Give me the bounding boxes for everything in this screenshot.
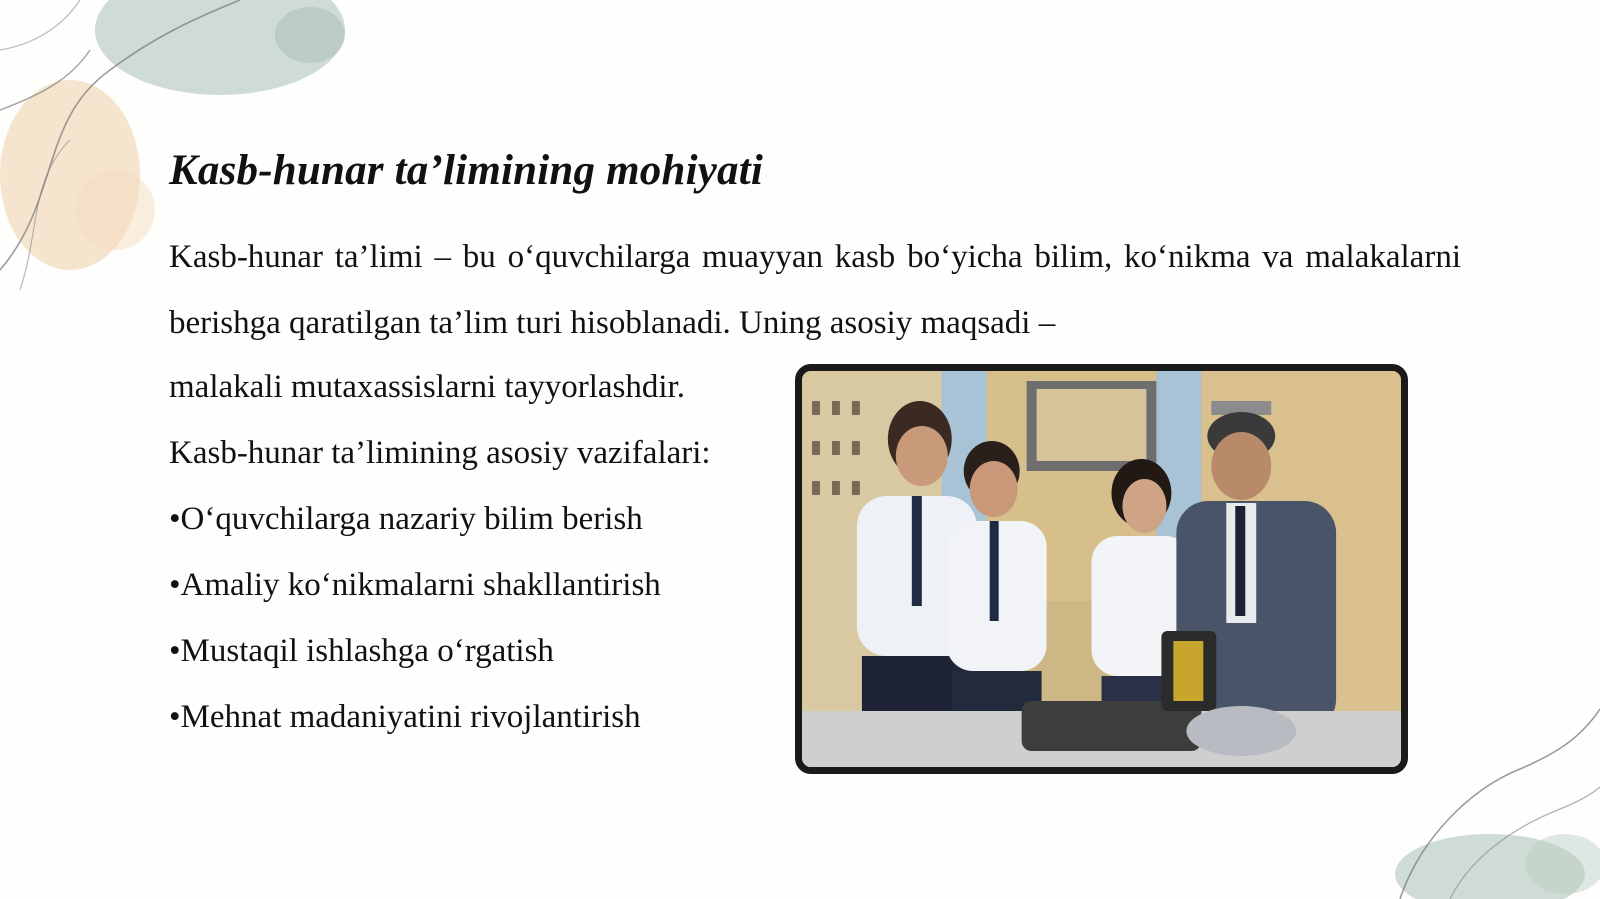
task-item: •Mustaqil ishlashga o‘rgatish xyxy=(169,633,554,669)
tasks-heading: Kasb-hunar ta’limining asosiy vazifalari: xyxy=(169,435,711,471)
task-list xyxy=(169,486,661,750)
classroom-photo xyxy=(795,364,1408,774)
task-item: •Amaliy ko‘nikmalarni shakllantirish xyxy=(169,567,661,603)
intro-paragraph: Kasb-hunar ta’limi – bu o‘quvchilarga muayyan kasb bo‘yicha bilim, ko‘nikma va malakalarni berishga qaratilgan ta’lim turi hisoblanadi. Uning asosiy maqsadi – xyxy=(169,239,1461,341)
intro-paragraph-end: malakali mutaxassislarni tayyorlashdir. xyxy=(169,369,685,405)
slide-title: Kasb-hunar ta’limining mohiyati xyxy=(169,147,764,194)
classroom-photo-illustration xyxy=(802,371,1401,767)
task-item: •Mehnat madaniyatini rivojlantirish xyxy=(169,699,641,735)
task-item: •O‘quvchilarga nazariy bilim berish xyxy=(169,501,643,537)
